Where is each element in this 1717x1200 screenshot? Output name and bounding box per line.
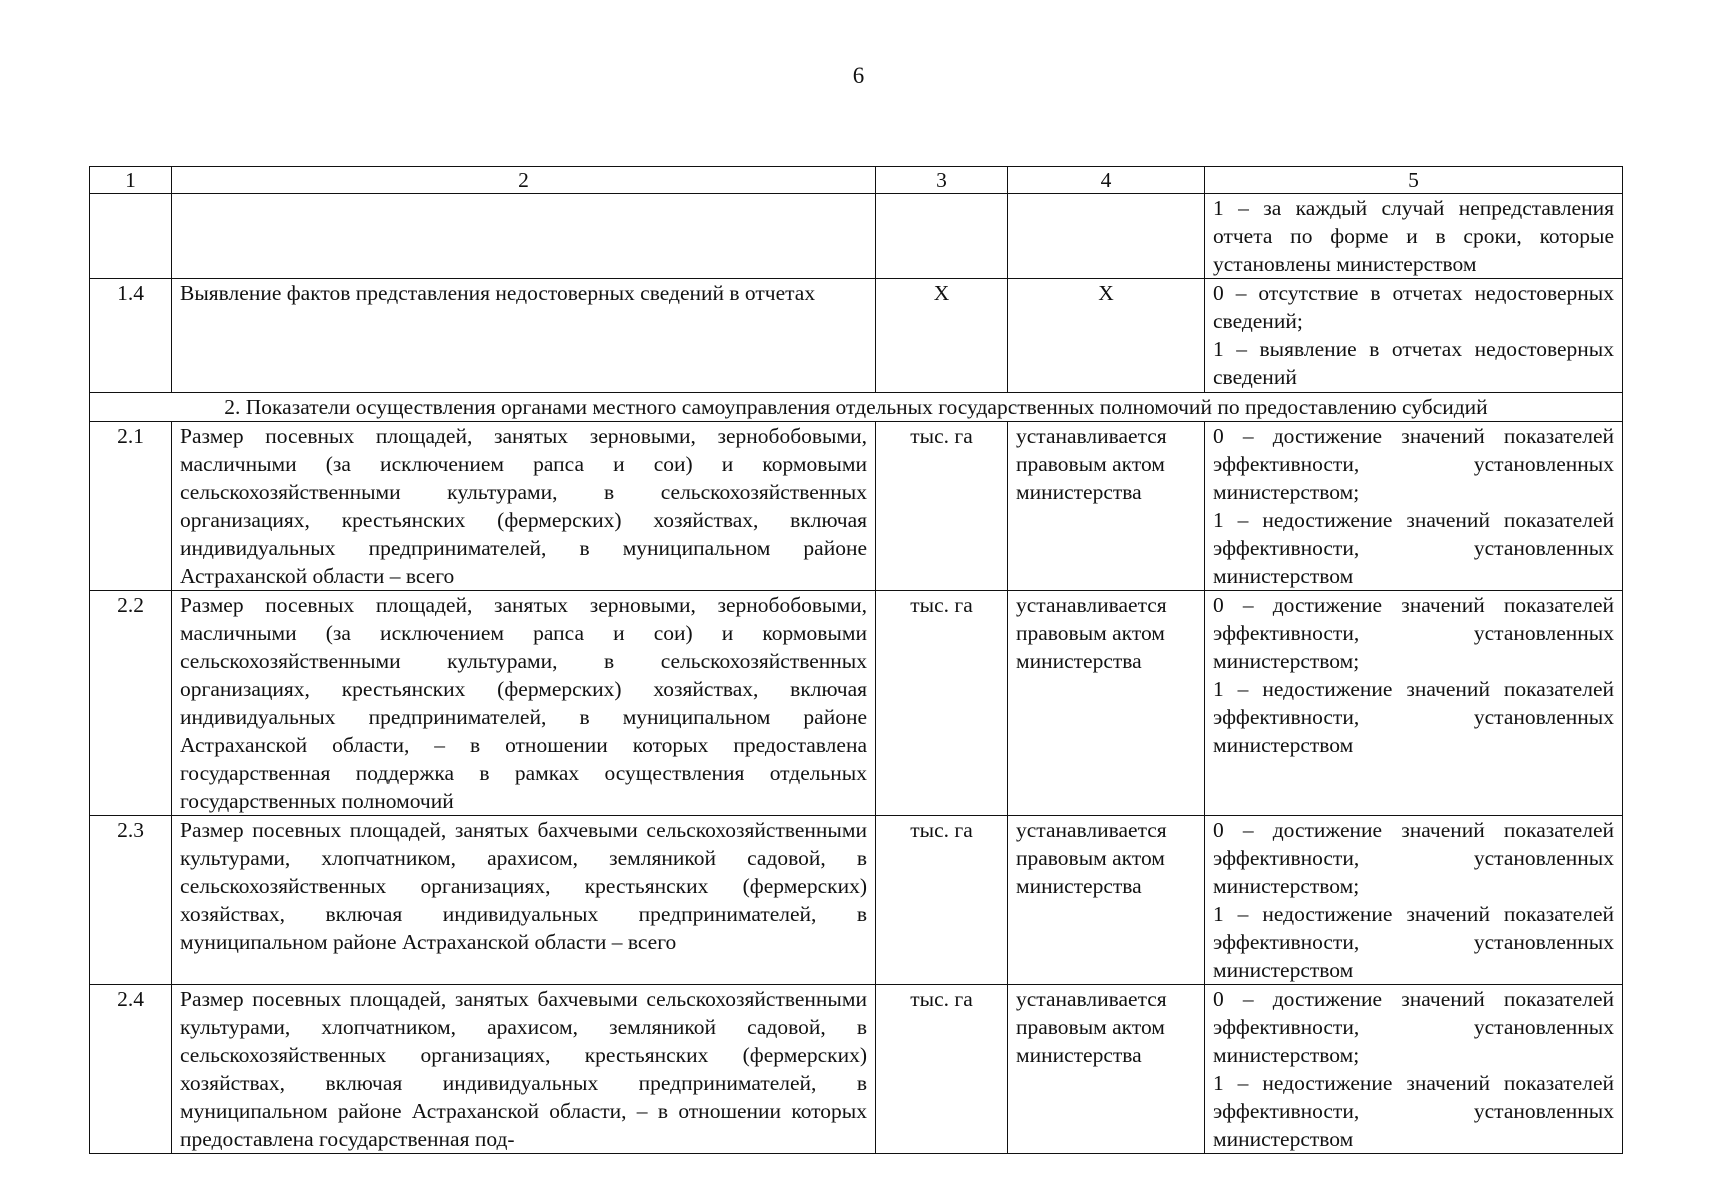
section-title: 2. Показатели осуществления органами местного самоуправления отдельных государственных полномочий по предоставлению субсидий [90,393,1623,422]
row-scoring [1205,985,1623,1154]
row-unit: тыс. га [876,816,1008,985]
scoring-line: 1 – недостижение значений показателей эффективности, установленных министерством [1213,677,1614,757]
column-number-3: 3 [876,167,1008,194]
row-unit: тыс. га [876,422,1008,591]
row-scoring [1205,422,1623,591]
column-number-4: 4 [1008,167,1205,194]
table-row [90,194,1623,279]
table-row [90,591,1623,816]
row-scoring: 1 – за каждый случай непредставления отчета по форме и в сроки, которые установлены министерством [1205,194,1623,279]
row-number: 2.4 [90,985,172,1154]
scoring-line: 1 – недостижение значений показателей эффективности, установленных министерством [1213,1071,1614,1151]
scoring-line: 1 – недостижение значений показателей эффективности, установленных министерством [1213,508,1614,588]
row-number [90,194,172,279]
column-number-5: 5 [1205,167,1623,194]
row-basis: устанавливается правовым актом министерства [1008,985,1205,1154]
row-scoring [1205,816,1623,985]
indicators-table [89,166,1623,1154]
scoring-line: 1 – выявление в отчетах недостоверных сведений [1213,337,1614,389]
row-description: Выявление фактов представления недостоверных сведений в отчетах [172,279,876,393]
row-number: 2.2 [90,591,172,816]
scoring-line: 0 – достижение значений показателей эффективности, установленных министерством; [1213,818,1614,898]
row-unit: Х [876,279,1008,393]
scoring-line: 0 – достижение значений показателей эффективности, установленных министерством; [1213,424,1614,504]
column-number-1: 1 [90,167,172,194]
row-description: Размер посевных площадей, занятых бахчевыми сельскохозяйственными культурами, хлопчатником, арахисом, земляникой садовой, в сельскохозяйственных организациях, крестьянских (фермерских) хозяйствах, включая индивидуальных предпринимателей, в муниципальном районе Астраханской области – всего [172,816,876,985]
row-description: Размер посевных площадей, занятых бахчевыми сельскохозяйственными культурами, хлопчатником, арахисом, земляникой садовой, в сельскохозяйственных организациях, крестьянских (фермерских) хозяйствах, включая индивидуальных предпринимателей, в муниципальном районе Астраханской области, – в отношении которых предоставлена государственная под- [172,985,876,1154]
row-unit [876,194,1008,279]
row-description: Размер посевных площадей, занятых зерновыми, зернобобовыми, масличными (за исключением рапса и сои) и кормовыми сельскохозяйственными культурами, в сельскохозяйственных организациях, крестьянских (фермерских) хозяйствах, включая индивидуальных предпринимателей, в муниципальном районе Астраханской области – всего [172,422,876,591]
row-number: 1.4 [90,279,172,393]
row-basis: Х [1008,279,1205,393]
row-scoring [1205,591,1623,816]
row-basis [1008,194,1205,279]
row-description: Размер посевных площадей, занятых зерновыми, зернобобовыми, масличными (за исключением рапса и сои) и кормовыми сельскохозяйственными культурами, в сельскохозяйственных организациях, крестьянских (фермерских) хозяйствах, включая индивидуальных предпринимателей, в муниципальном районе Астраханской области, – в отношении которых предоставлена государственная поддержка в рамках осуществления отдельных государственных полномочий [172,591,876,816]
column-number-row [90,167,1623,194]
scoring-line: 1 – недостижение значений показателей эффективности, установленных министерством [1213,902,1614,982]
column-number-2: 2 [172,167,876,194]
row-number: 2.3 [90,816,172,985]
table-row [90,816,1623,985]
row-number: 2.1 [90,422,172,591]
table-row [90,985,1623,1154]
row-unit: тыс. га [876,985,1008,1154]
table-row [90,279,1623,393]
scoring-line: 0 – отсутствие в отчетах недостоверных сведений; [1213,281,1614,333]
row-scoring [1205,279,1623,393]
section-row [90,393,1623,422]
row-basis: устанавливается правовым актом министерства [1008,591,1205,816]
scoring-line: 0 – достижение значений показателей эффективности, установленных министерством; [1213,593,1614,673]
row-basis: устанавливается правовым актом министерства [1008,816,1205,985]
scoring-line: 0 – достижение значений показателей эффективности, установленных министерством; [1213,987,1614,1067]
row-description [172,194,876,279]
table-row [90,422,1623,591]
row-unit: тыс. га [876,591,1008,816]
page-number: 6 [852,63,865,88]
row-basis: устанавливается правовым актом министерства [1008,422,1205,591]
